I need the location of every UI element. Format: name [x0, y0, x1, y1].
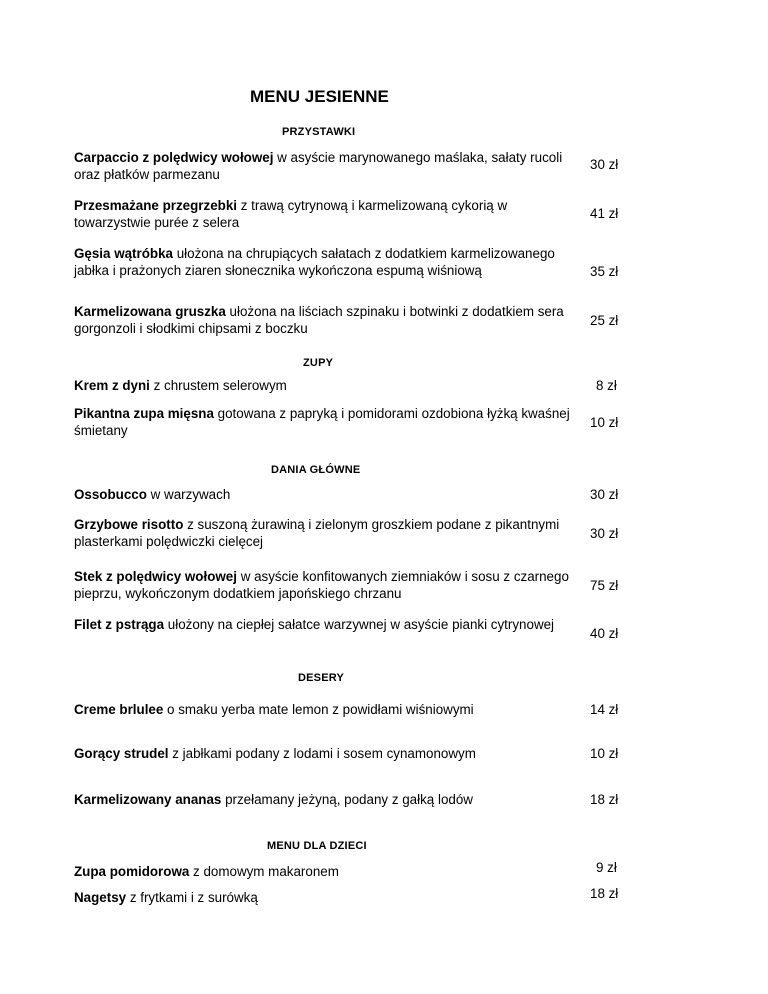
- item-name: Nagetsy: [74, 890, 127, 905]
- item-price: 10 zł: [590, 415, 619, 430]
- menu-item: [74, 616, 574, 633]
- item-description: ułożona na chrupiących sałatach z dodatkiem karmelizowanego jabłka i prażonych ziaren słonecznika wykończona espumą wiśniową: [74, 246, 555, 278]
- item-description: o smaku yerba mate lemon z powidłami wiśniowymi: [163, 702, 474, 717]
- menu-item: [74, 245, 574, 279]
- section-heading-dzieci: MENU DLA DZIECI: [267, 840, 367, 852]
- item-name: Stek z polędwicy wołowej: [74, 569, 237, 584]
- menu-item: [74, 745, 574, 762]
- item-description: gotowana z papryką i pomidorami ozdobiona łyżką kwaśnej śmietany: [74, 406, 570, 438]
- menu-item: [74, 486, 574, 503]
- section-heading-desery: DESERY: [298, 672, 345, 684]
- menu-item: [74, 377, 574, 394]
- item-description: z suszoną żurawiną i zielonym groszkiem podane z pikantnymi plasterkami polędwiczki cielęcej: [74, 517, 560, 549]
- item-price: 41 zł: [590, 206, 619, 221]
- menu-item: [74, 791, 574, 808]
- menu-item: [74, 197, 574, 231]
- item-name: Krem z dyni: [74, 378, 150, 393]
- item-description: przełamany jeżyną, podany z gałką lodów: [221, 792, 473, 807]
- item-price: 40 zł: [590, 626, 619, 641]
- item-price: 35 zł: [590, 264, 619, 279]
- item-name: Creme brlulee: [74, 702, 164, 717]
- item-price: 30 zł: [590, 526, 619, 541]
- item-description: ułożona na liściach szpinaku i botwinki z dodatkiem sera gorgonzoli i słodkimi chipsami z boczku: [74, 304, 564, 336]
- menu-item: [74, 405, 574, 439]
- item-name: Pikantna zupa mięsna: [74, 406, 214, 421]
- menu-item: [74, 863, 574, 880]
- item-description: z chrustem selerowym: [149, 378, 287, 393]
- menu-item: [74, 701, 574, 718]
- item-name: Karmelizowana gruszka: [74, 304, 226, 319]
- item-name: Grzybowe risotto: [74, 517, 184, 532]
- item-price: 9 zł: [596, 860, 617, 875]
- menu-item: [74, 889, 574, 906]
- item-price: 18 zł: [590, 792, 619, 807]
- section-heading-przystawki: PRZYSTAWKI: [282, 126, 356, 138]
- item-description: z frytkami i z surówką: [126, 890, 258, 905]
- item-name: Filet z pstrąga: [74, 617, 165, 632]
- item-name: Gorący strudel: [74, 746, 169, 761]
- item-description: w asyście marynowanego maślaka, sałaty rucoli oraz płatków parmezanu: [74, 150, 563, 182]
- item-name: Zupa pomidorowa: [74, 864, 190, 879]
- menu-item: [74, 303, 574, 337]
- item-name: Gęsia wątróbka: [74, 246, 173, 261]
- item-price: 10 zł: [590, 746, 619, 761]
- section-heading-dania: DANIA GŁÓWNE: [271, 464, 361, 476]
- item-price: 8 zł: [596, 378, 617, 393]
- item-price: 25 zł: [590, 313, 619, 328]
- section-heading-zupy: ZUPY: [303, 357, 334, 369]
- item-description: ułożony na ciepłej sałatce warzywnej w asyście pianki cytrynowej: [164, 617, 555, 632]
- item-price: 75 zł: [590, 578, 619, 593]
- item-name: Przesmażane przegrzebki: [74, 198, 237, 213]
- item-price: 14 zł: [590, 702, 619, 717]
- item-description: z trawą cytrynową i karmelizowaną cykorią w towarzystwie purée z selera: [74, 198, 508, 230]
- item-description: w asyście konfitowanych ziemniaków i sosu z czarnego pieprzu, wykończonym dodatkiem japońskiego chrzanu: [74, 569, 569, 601]
- item-description: w warzywach: [146, 487, 231, 502]
- item-price: 18 zł: [590, 886, 619, 901]
- menu-title: MENU JESIENNE: [250, 87, 389, 106]
- item-name: Ossobucco: [74, 487, 147, 502]
- menu-item: [74, 568, 574, 602]
- item-price: 30 zł: [590, 487, 619, 502]
- item-description: z jabłkami podany z lodami i sosem cynamonowym: [168, 746, 476, 761]
- menu-item: [74, 516, 574, 550]
- item-price: 30 zł: [590, 157, 619, 172]
- item-name: Carpaccio z polędwicy wołowej: [74, 150, 274, 165]
- item-name: Karmelizowany ananas: [74, 792, 222, 807]
- item-description: z domowym makaronem: [189, 864, 339, 879]
- menu-item: [74, 149, 574, 183]
